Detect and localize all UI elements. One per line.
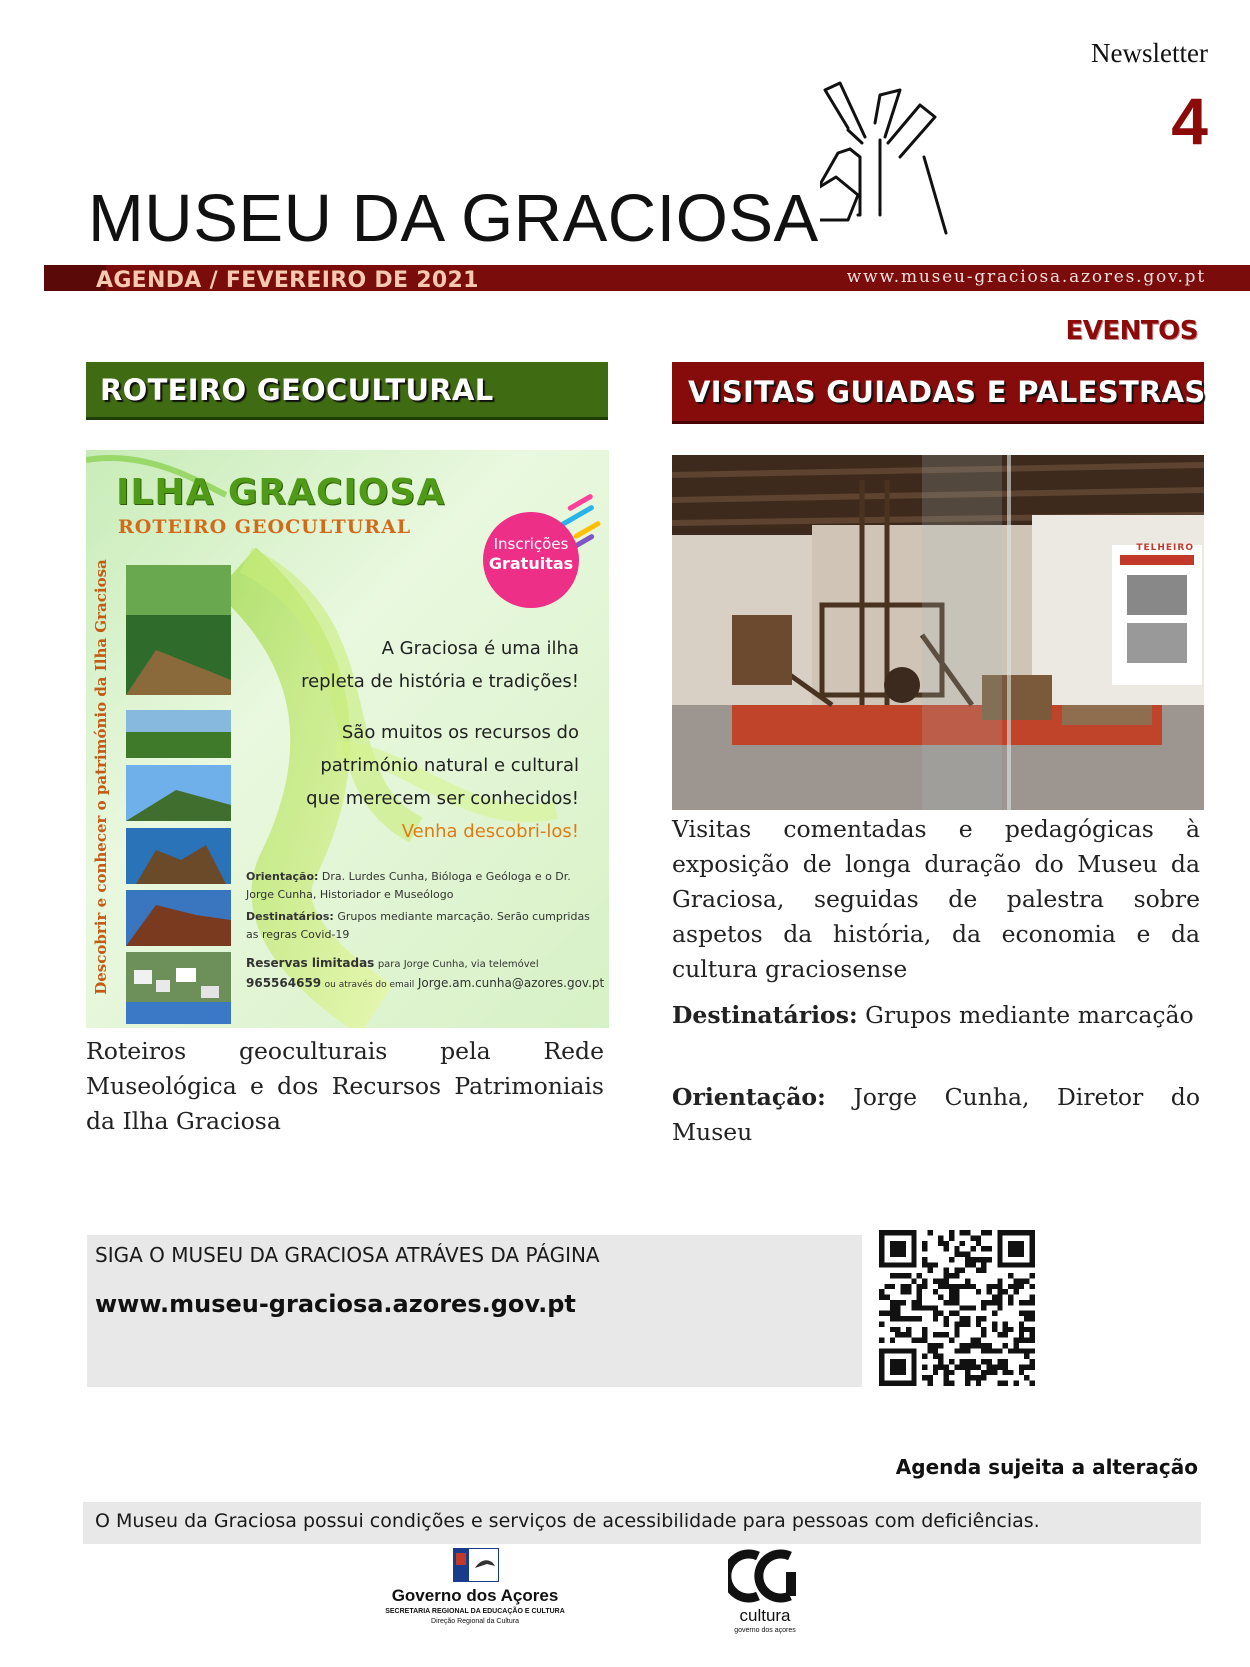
visitas-audience <box>672 998 1200 1033</box>
cultura-mark-icon <box>728 1548 800 1604</box>
orientation-label: Orientação: <box>672 1083 826 1111</box>
audience-label: Destinatários: <box>672 1001 858 1029</box>
qr-code-icon[interactable] <box>879 1230 1035 1386</box>
issue-number: 4 <box>1171 84 1208 158</box>
poster-audience-text: Grupos mediante marcação. Serão cumpridas <box>337 910 590 923</box>
poster-side-text: Descobrir e conhecer o património da Ilha Graciosa <box>92 559 110 995</box>
poster-orientation-text: Dra. Lurdes Cunha, Bióloga e Geóloga e o Dr. <box>321 870 571 883</box>
section-title: VISITAS GUIADAS E PALESTRAS <box>688 375 1206 409</box>
photo-panel-label: TELHEIRO <box>1136 543 1194 553</box>
roteiro-caption: Roteiros geoculturais pela Rede Museológica e dos Recursos Patrimoniais da Ilha Graciosa <box>86 1037 604 1135</box>
newsletter-label: Newsletter <box>1091 38 1208 68</box>
azores-flag-icon <box>453 1548 499 1582</box>
poster-reservations-label: Reservas limitadas <box>246 956 375 970</box>
poster-subheadline: ROTEIRO GEOCULTURAL <box>118 516 412 538</box>
visitas-description: Visitas comentadas e pedagógicas à exposição de longa duração do Museu da Graciosa, seguidas de palestra sobre aspetos da história, da economia e da cultura graciosense <box>672 815 1200 983</box>
accessibility-note: O Museu da Graciosa possui condições e serviços de acessibilidade para pessoas com deficiências. <box>95 1510 1040 1532</box>
poster-line: repleta de história e tradições! <box>301 671 579 692</box>
section-title: ROTEIRO GEOCULTURAL <box>100 373 494 407</box>
windmill-logo-icon <box>820 65 1000 250</box>
cultura-sub: governo dos açores <box>734 1627 796 1634</box>
poster-headline: ILHA GRACIOSA <box>116 472 446 513</box>
poster-orientation-label: Orientação: <box>246 870 319 883</box>
gov-secretariat: SECRETARIA REGIONAL DA EDUCAÇÃO E CULTURA <box>385 1608 565 1615</box>
museum-exhibition-photo <box>672 455 1204 810</box>
poster-details <box>246 868 604 994</box>
follow-text: SIGA O MUSEU DA GRACIOSA ATRÁVES DA PÁGINA <box>95 1243 600 1267</box>
poster-line: que merecem ser conhecidos! <box>306 788 579 809</box>
header-website-link[interactable]: www.museu-graciosa.azores.gov.pt <box>846 267 1206 287</box>
poster-audience-label: Destinatários: <box>246 910 334 923</box>
visitas-orientation <box>672 1080 1200 1150</box>
section-header-visitas <box>672 362 1204 424</box>
agenda-date: AGENDA / FEVEREIRO DE 2021 <box>96 268 479 293</box>
roteiro-poster <box>86 450 609 1028</box>
poster-line: A Graciosa é uma ilha <box>381 638 579 659</box>
events-label: EVENTOS <box>1065 316 1198 346</box>
poster-audience-text2: as regras Covid-19 <box>246 928 350 941</box>
poster-email: Jorge.am.cunha@azores.gov.pt <box>417 976 605 990</box>
poster-line: património natural e cultural <box>320 755 579 776</box>
accessibility-box <box>83 1502 1201 1544</box>
follow-box <box>87 1235 862 1387</box>
audience-text: Grupos mediante marcação <box>865 1001 1194 1029</box>
poster-badge <box>483 534 579 574</box>
poster-email-prefix: ou através do email <box>324 980 415 990</box>
subject-to-change-note: Agenda sujeita a alteração <box>895 1455 1198 1479</box>
poster-badge-line2: Gratuitas <box>488 554 574 573</box>
orientation-text: Jorge Cunha, Diretor do Museu <box>672 1083 1200 1146</box>
gov-direction: Direção Regional da Cultura <box>431 1618 519 1625</box>
section-header-roteiro <box>86 362 608 420</box>
poster-line: Venha descobri-los! <box>401 821 579 842</box>
cultura-name: cultura <box>739 1606 791 1625</box>
exhibition-photo-icon <box>672 455 1204 810</box>
governo-acores-logo <box>360 1548 590 1658</box>
poster-line: São muitos os recursos do <box>341 722 579 743</box>
poster-reservations-text: para Jorge Cunha, via telemóvel <box>377 959 539 970</box>
follow-url-link[interactable]: www.museu-graciosa.azores.gov.pt <box>95 1290 576 1318</box>
poster-body <box>301 632 579 848</box>
poster-phone: 965564659 <box>246 976 322 990</box>
cultura-logo <box>722 1548 808 1660</box>
poster-orientation-text2: Jorge Cunha, Historiador e Museólogo <box>246 888 454 901</box>
gov-name: Governo dos Açores <box>391 1586 559 1605</box>
poster-badge-line1: Inscrições <box>493 535 569 553</box>
museum-title: MUSEU DA GRACIOSA <box>88 181 819 256</box>
